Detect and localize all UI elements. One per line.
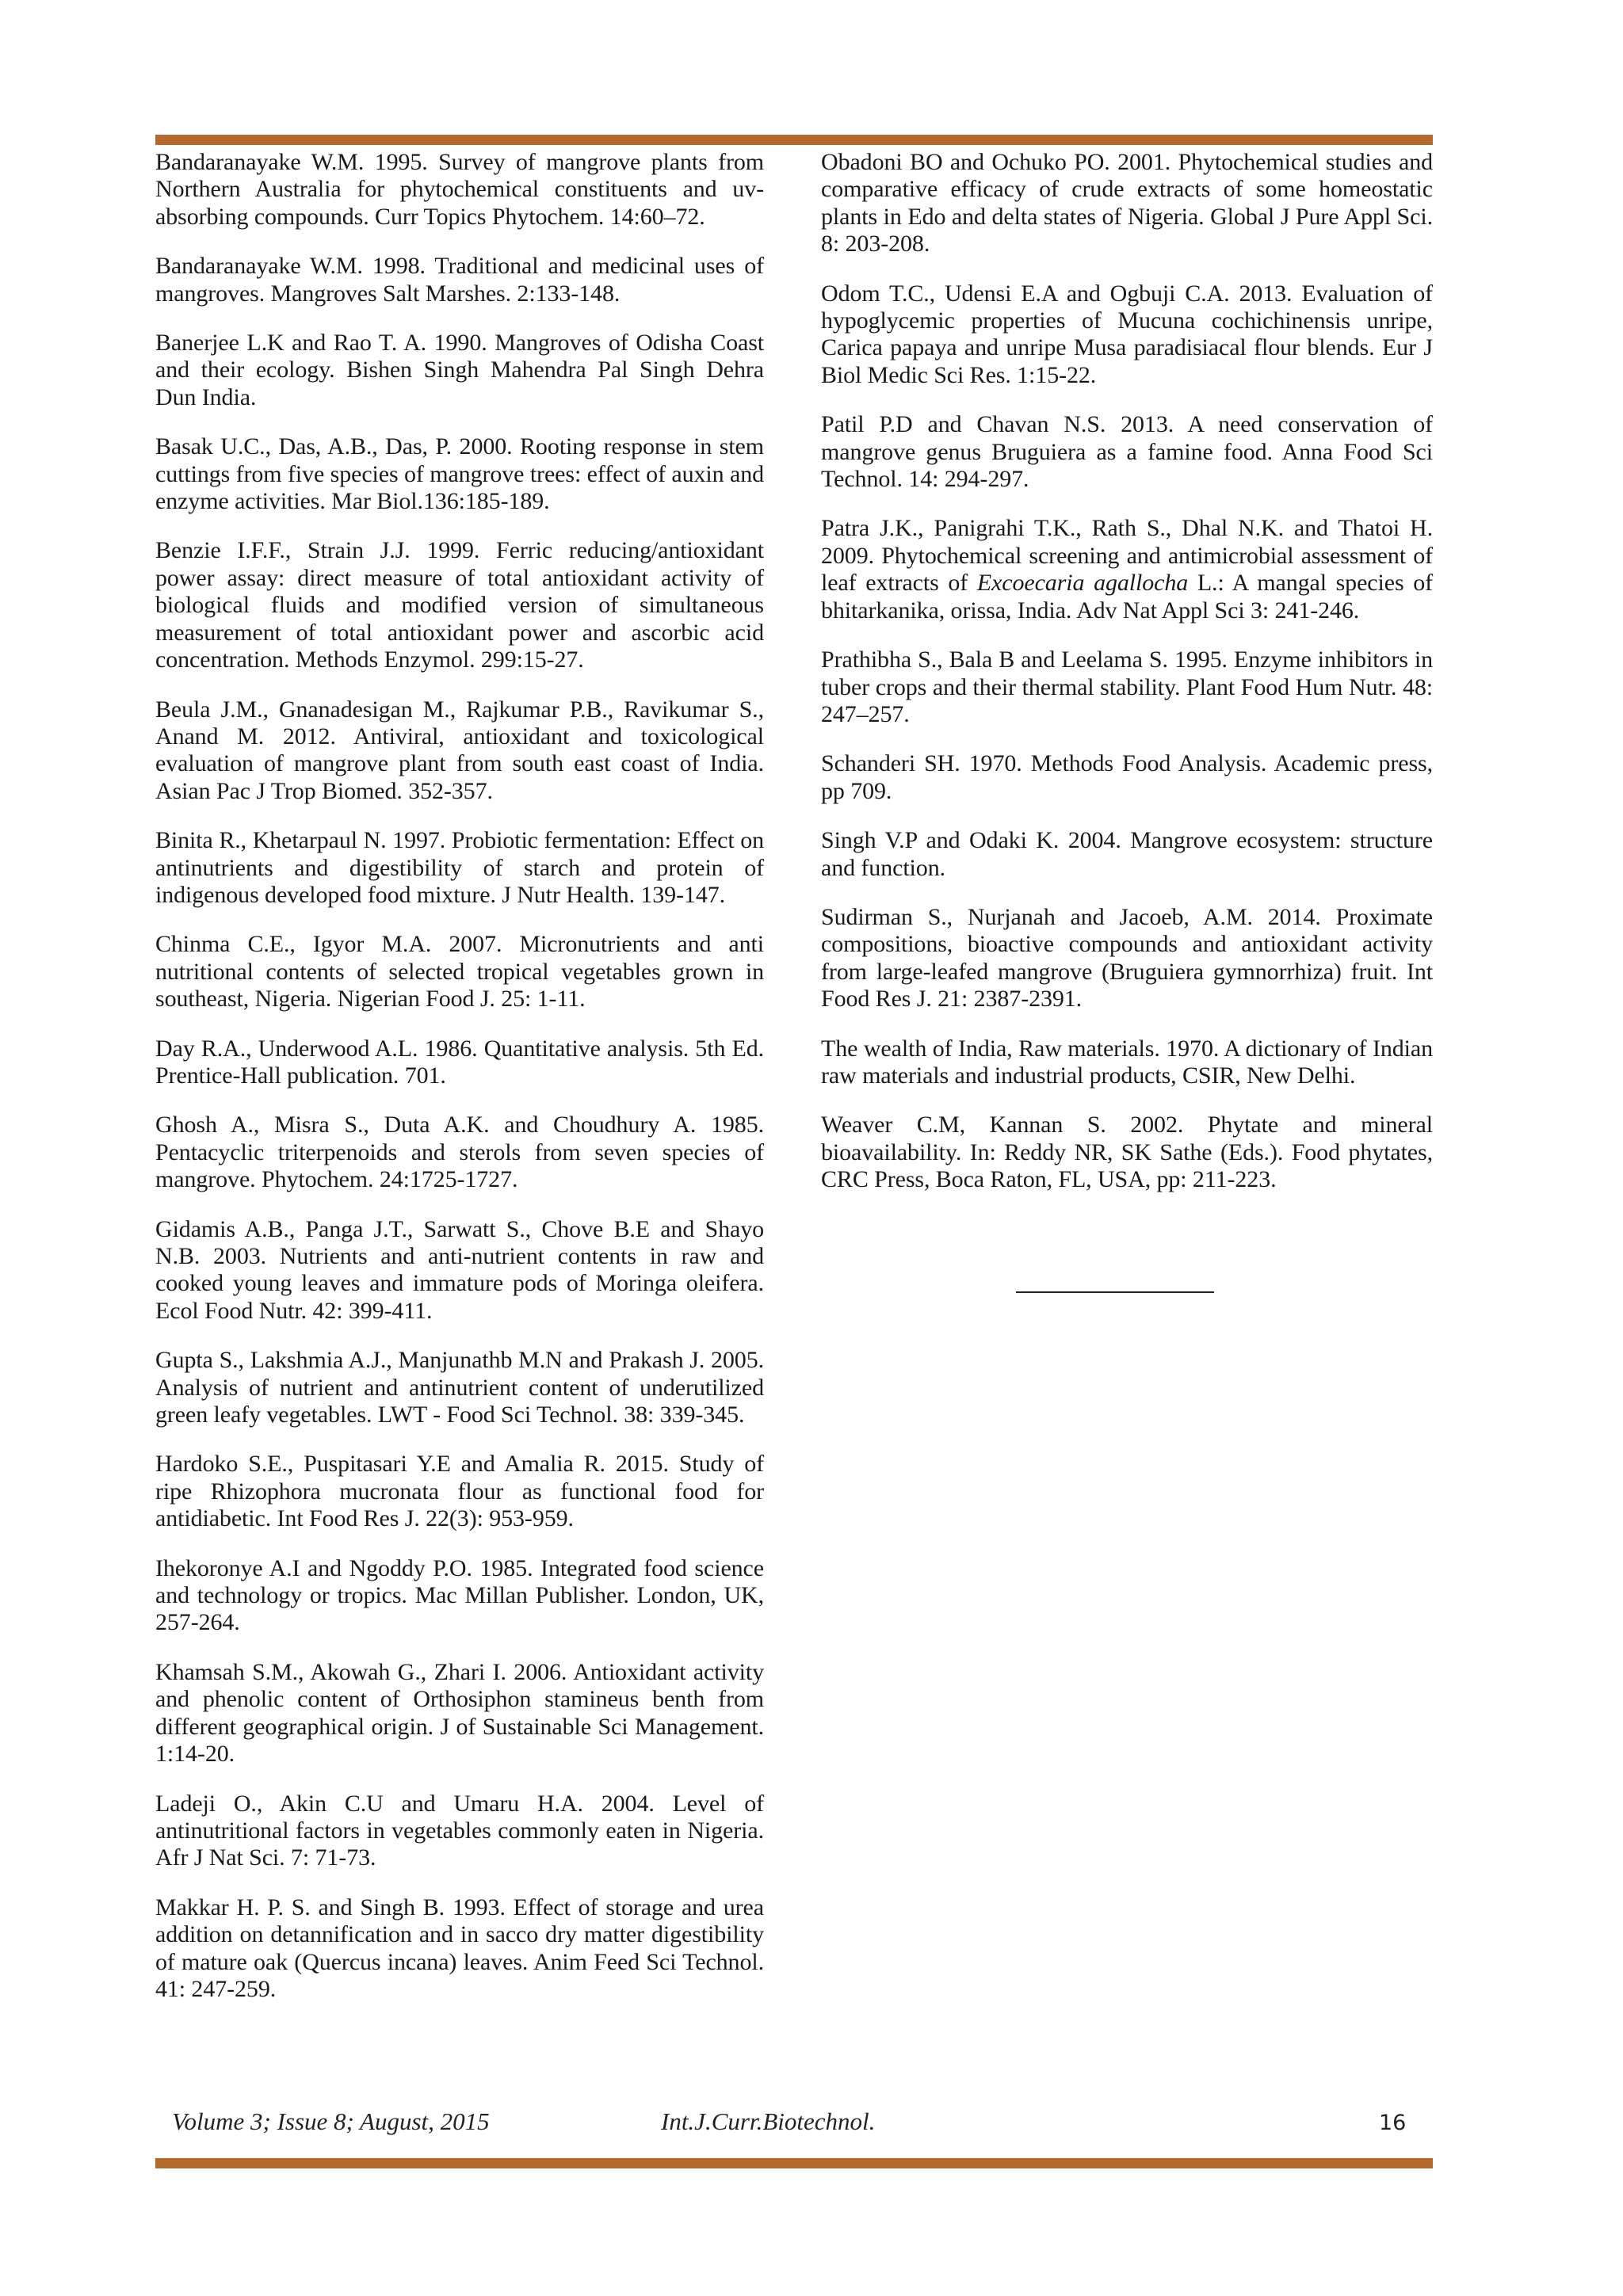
reference-entry: Benzie I.F.F., Strain J.J. 1999. Ferric reducing/antioxidant power assay: direct measure of total antioxidant activity of biological fluids and modified version of simultaneous measurement of total antioxidant power and ascorbic acid concentration. Methods Enzymol. 299:15-27. [155, 537, 764, 673]
reference-entry: Sudirman S., Nurjanah and Jacoeb, A.M. 2014. Proximate compositions, bioactive compounds and antioxidant activity from large-leafed mangrove (Bruguiera gymnorrhiza) fruit. Int Food Res J. 21: 2387-2391. [821, 903, 1433, 1013]
reference-entry: Prathibha S., Bala B and Leelama S. 1995. Enzyme inhibitors in tuber crops and their thermal stability. Plant Food Hum Nutr. 48: 247–257. [821, 646, 1433, 727]
reference-entry: Gupta S., Lakshmia A.J., Manjunathb M.N and Prakash J. 2005. Analysis of nutrient and antinutrient content of underutilized green leafy vegetables. LWT - Food Sci Technol. 38: 339-345. [155, 1347, 764, 1428]
reference-entry: Ladeji O., Akin C.U and Umaru H.A. 2004. Level of antinutritional factors in vegetables commonly eaten in Nigeria. Afr J Nat Sci. 7: 71-73. [155, 1790, 764, 1871]
reference-entry: Patil P.D and Chavan N.S. 2013. A need conservation of mangrove genus Bruguiera as a famine food. Anna Food Sci Technol. 14: 294-297. [821, 411, 1433, 493]
reference-entry: Obadoni BO and Ochuko PO. 2001. Phytochemical studies and comparative efficacy of crude extracts of some homeostatic plants in Edo and delta states of Nigeria. Global J Pure Appl Sci. 8: 203-208. [821, 149, 1433, 257]
reference-entry: Basak U.C., Das, A.B., Das, P. 2000. Rooting response in stem cuttings from five species of mangrove trees: effect of auxin and enzyme activities. Mar Biol.136:185-189. [155, 433, 764, 515]
reference-entry: Banerjee L.K and Rao T. A. 1990. Mangroves of Odisha Coast and their ecology. Bishen Singh Mahendra Pal Singh Dehra Dun India. [155, 330, 764, 410]
references-right-column [821, 149, 1433, 1216]
reference-entry: Ghosh A., Misra S., Duta A.K. and Choudhury A. 1985. Pentacyclic triterpenoids and sterols from seven species of mangrove. Phytochem. 24:1725-1727. [155, 1112, 764, 1193]
top-rule [155, 135, 1433, 145]
reference-entry: Singh V.P and Odaki K. 2004. Mangrove ecosystem: structure and function. [821, 827, 1433, 881]
end-separator-line [1016, 1291, 1214, 1293]
reference-entry: The wealth of India, Raw materials. 1970. A dictionary of Indian raw materials and industrial products, CSIR, New Delhi. [821, 1035, 1433, 1089]
footer-volume: Volume 3; Issue 8; August, 2015 [172, 2107, 490, 2135]
reference-entry: Chinma C.E., Igyor M.A. 2007. Micronutrients and anti nutritional contents of selected tropical vegetables grown in southeast, Nigeria. Nigerian Food J. 25: 1-11. [155, 931, 764, 1013]
reference-entry: Ihekoronye A.I and Ngoddy P.O. 1985. Integrated food science and technology or tropics. Mac Millan Publisher. London, UK, 257-264. [155, 1554, 764, 1636]
reference-text: Patra J.K., Panigrahi T.K., Rath S., Dhal N.K. and Thatoi H. 2009. Phytochemical screening and antimicrobial assessment of leaf extracts of [821, 515, 1433, 597]
footer-journal: Int.J.Curr.Biotechnol. [661, 2107, 876, 2135]
reference-entry: Gidamis A.B., Panga J.T., Sarwatt S., Chove B.E and Shayo N.B. 2003. Nutrients and anti-nutrient contents in raw and cooked young leaves and immature pods of Moringa oleifera. Ecol Food Nutr. 42: 399-411. [155, 1215, 764, 1324]
page-number: 16 [1379, 2111, 1407, 2135]
reference-text: L.: A mangal species of bhitarkanika, orissa, India. Adv Nat Appl Sci 3: 241-246. [821, 570, 1433, 624]
reference-entry: Bandaranayake W.M. 1998. Traditional and medicinal uses of mangroves. Mangroves Salt Marshes. 2:133-148. [155, 253, 764, 307]
reference-entry [821, 515, 1433, 624]
reference-entry: Makkar H. P. S. and Singh B. 1993. Effect of storage and urea addition on detannification and in sacco dry matter digestibility of mature oak (Quercus incana) leaves. Anim Feed Sci Technol. 41: 247-259. [155, 1894, 764, 2002]
reference-entry: Hardoko S.E., Puspitasari Y.E and Amalia R. 2015. Study of ripe Rhizophora mucronata flour as functional food for antidiabetic. Int Food Res J. 22(3): 953-959. [155, 1451, 764, 1532]
reference-entry: Bandaranayake W.M. 1995. Survey of mangrove plants from Northern Australia for phytochemical constituents and uv-absorbing compounds. Curr Topics Phytochem. 14:60–72. [155, 149, 764, 230]
reference-entry: Schanderi SH. 1970. Methods Food Analysis. Academic press, pp 709. [821, 750, 1433, 804]
species-name: Excoecaria agallocha [976, 570, 1189, 597]
reference-entry: Beula J.M., Gnanadesigan M., Rajkumar P.B., Ravikumar S., Anand M. 2012. Antiviral, antioxidant and toxicological evaluation of mangrove plant from south east coast of India. Asian Pac J Trop Biomed. 352-357. [155, 696, 764, 804]
bottom-rule [155, 2158, 1433, 2168]
reference-entry: Day R.A., Underwood A.L. 1986. Quantitative analysis. 5th Ed. Prentice-Hall publication. 701. [155, 1035, 764, 1089]
reference-entry: Odom T.C., Udensi E.A and Ogbuji C.A. 2013. Evaluation of hypoglycemic properties of Mucuna cochichinensis unripe, Carica papaya and unripe Musa paradisiacal flour blends. Eur J Biol Medic Sci Res. 1:15-22. [821, 280, 1433, 388]
reference-entry: Khamsah S.M., Akowah G., Zhari I. 2006. Antioxidant activity and phenolic content of Orthosiphon stamineus benth from different geographical origin. J of Sustainable Sci Management. 1:14-20. [155, 1658, 764, 1768]
reference-entry: Binita R., Khetarpaul N. 1997. Probiotic fermentation: Effect on antinutrients and digestibility of starch and protein of indigenous developed food mixture. J Nutr Health. 139-147. [155, 827, 764, 908]
references-left-column [155, 149, 764, 2025]
reference-entry: Weaver C.M, Kannan S. 2002. Phytate and mineral bioavailability. In: Reddy NR, SK Sathe (Eds.). Food phytates, CRC Press, Boca Raton, FL, USA, pp: 211-223. [821, 1112, 1433, 1193]
